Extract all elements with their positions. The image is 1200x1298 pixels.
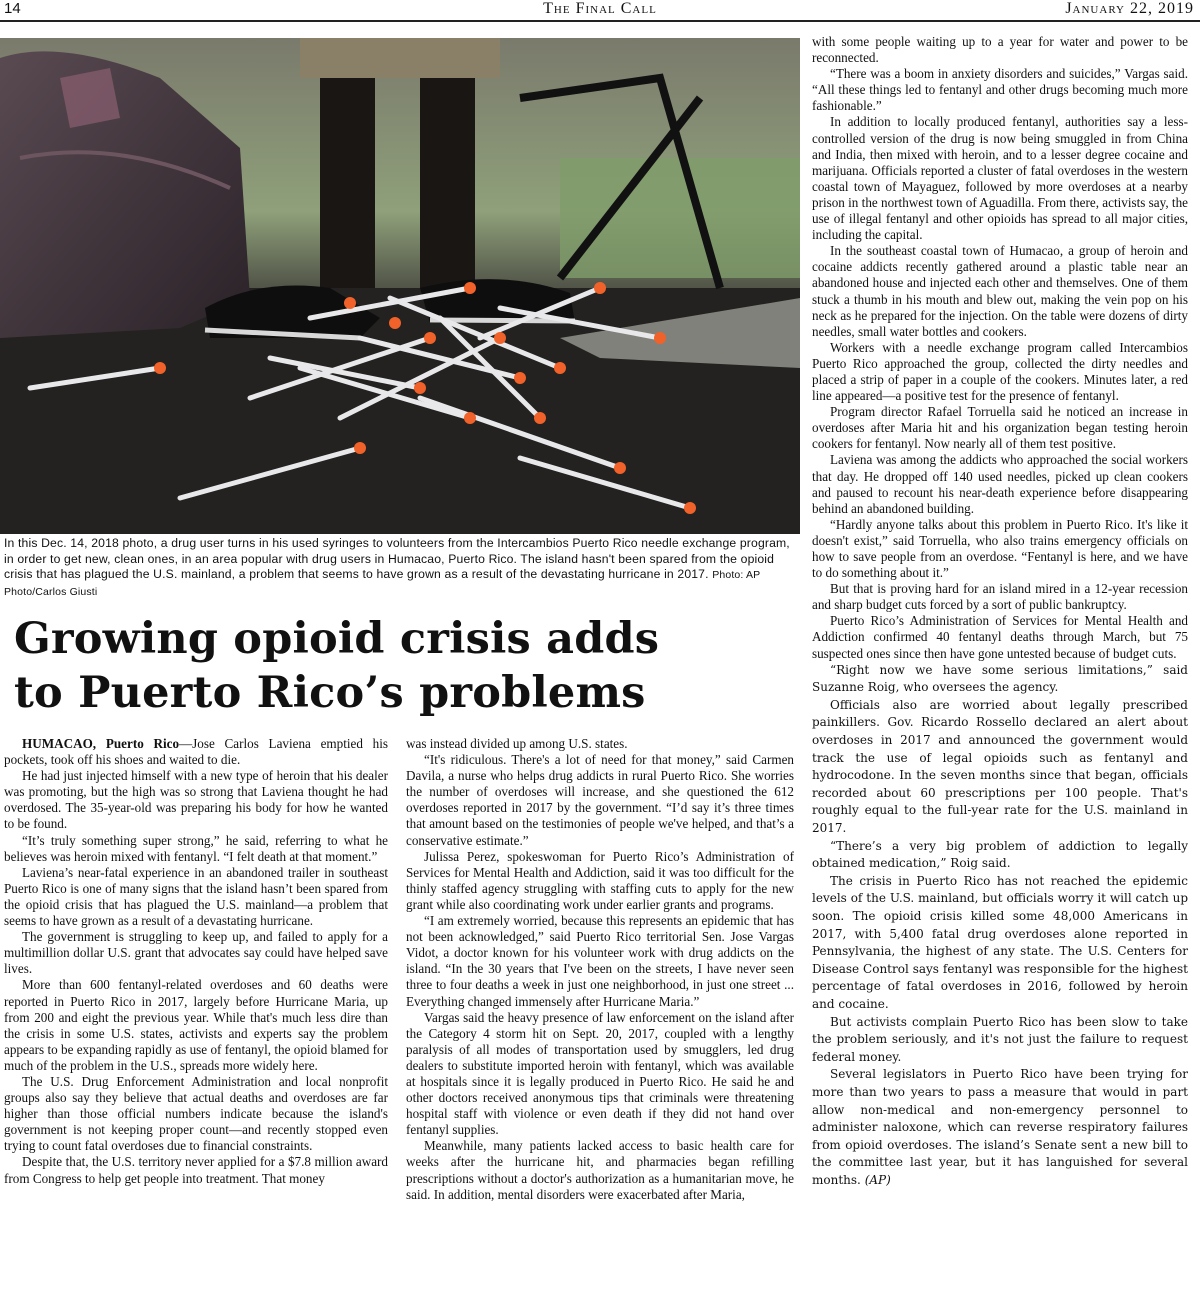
article-paragraph: Laviena was among the addicts who approached the social workers that day. He dropped off 140 used needles, picked up clean cookers and paused to recount his near-death experience before disappearing behind an abandoned building.	[812, 452, 1188, 516]
article-column-3-tail	[812, 662, 1188, 1190]
article-paragraph: “There’s a very big problem of addiction to legally obtained medication,” Roig said.	[812, 838, 1188, 871]
article-column-2	[406, 736, 794, 1203]
article-paragraph: with some people waiting up to a year for water and power to be reconnected.	[812, 34, 1188, 66]
article-paragraph: The crisis in Puerto Rico has not reached the epidemic levels of the U.S. mainland, but officials worry it will catch up soon. The opioid crisis killed some 48,000 Americans in 2017, with 5,400 fatal drug overdoses alone reported in Pennsylvania, the highest of any state. The U.S. Centers for Disease Control says fentanyl was responsible for the highest percentage of fatal overdoses in 2016, followed by heroin and cocaine.	[812, 873, 1188, 1011]
article-paragraph: Vargas said the heavy presence of law enforcement on the island after the Category 4 storm hit on Sept. 20, 2017, coupled with a lengthy paralysis of all modes of transportation used by smugglers, led drug dealers to substitute imported heroin with fentanyl, which was available at hospitals since it is legally produced in Puerto Rico. He said he and other doctors received anonymous tips that criminals were threatening hospital staff with violence or even death if they did not hand over fentanyl supplies.	[406, 1009, 794, 1138]
photo-illustration	[0, 38, 800, 534]
article-column-1	[4, 736, 388, 1187]
article-paragraph: But activists complain Puerto Rico has been slow to take the problem seriously, and it's not just the failure to request federal money.	[812, 1014, 1188, 1064]
article-paragraph: Laviena’s near-fatal experience in an abandoned trailer in southeast Puerto Rico is one of many signs that the island hasn’t been spared from the opioid crisis that has plagued the U.S. mainland—a problem that seems to have grown as a result of a devastating hurricane.	[4, 864, 388, 929]
article-paragraph: “Hardly anyone talks about this problem in Puerto Rico. It's like it doesn't exist,” said Torruella, who also trains emergency officials on how to save people from an overdose. “Fentanyl is here, and we have to do something about it.”	[812, 516, 1188, 581]
article-paragraph: was instead divided up among U.S. states.	[406, 736, 628, 751]
caption-text: In this Dec. 14, 2018 photo, a drug user turns in his used syringes to volunteers from the Intercambios Puerto Rico needle exchange program, in order to get new, clean ones, in an area popular with drug users in Humacao, Puerto Rico. The island hasn't been spared from the opioid crisis that has plagued the U.S. mainland, a problem that seems to have grown as a result of the devastating hurricane in 2017.	[4, 536, 790, 581]
article-column-3	[812, 34, 1188, 1189]
article-paragraph: Program director Rafael Torruella said he noticed an increase in overdoses after Maria hit and his organization began testing heroin cookers for fentanyl. Now nearly all of them test positive.	[812, 404, 1188, 452]
issue-date: January 22, 2019	[1065, 0, 1194, 17]
article-paragraph: Puerto Rico’s Administration of Services for Mental Health and Addiction confirmed 40 fentanyl deaths through March, but 75 suspected ones since then have gone untested because of budget cuts.	[812, 613, 1188, 661]
article-paragraph: Meanwhile, many patients lacked access to basic health care for weeks after the hurricane hit, and pharmacies began refilling prescriptions without a doctor's authorization as a humanitarian move, he said. In addition, mental disorders were exacerbated after Maria,	[406, 1138, 794, 1202]
dateline: HUMACAO, Puerto Rico	[22, 736, 180, 751]
headline	[14, 612, 794, 720]
article-paragraph: “There was a boom in anxiety disorders and suicides,” Vargas said. “All these things led to fentanyl and other drugs becoming much more fashionable.”	[812, 66, 1188, 114]
article-paragraph: HUMACAO, Puerto Rico—Jose Carlos Laviena emptied his pockets, took off his shoes and waited to die.	[4, 736, 388, 768]
article-paragraph: “I am extremely worried, because this represents an epidemic that has not been acknowledged,” said Puerto Rico territorial Sen. Jose Vargas Vidot, a doctor known for his volunteer work with drug addicts on the island. “In the 30 years that I've been on the streets, I have never seen three to four deaths a week in just one neighborhood, in just one street ... Everything changed immensely after Hurricane Maria.”	[406, 913, 794, 1009]
article-paragraph: The U.S. Drug Enforcement Administration and local nonprofit groups also say they believe that actual deaths and overdoses are far higher than those official numbers indicate because the island's government is not keeping proper count—and recently stopped even trying to count fatal overdoses due to financial constraints.	[4, 1073, 388, 1154]
news-photo-syringes	[0, 38, 800, 534]
article-paragraph: But that is proving hard for an island mired in a 12-year recession and sharp budget cuts forced by a sort of public bankruptcy.	[812, 581, 1188, 613]
photo-credit: Photo: AP Photo/Carlos Giusti	[4, 569, 761, 598]
signoff: (AP)	[864, 1172, 891, 1187]
article-paragraph: In addition to locally produced fentanyl, authorities say a less-controlled version of the drug is now being smuggled in from China and India, then mixed with heroin, and to a lesser degree cocaine and marijuana. Officials reported a cluster of fatal overdoses in the western coastal town of Mayaguez, followed by more overdoses at a nearby prison in the northwest town of Aguadilla. From there, activists say, the use of illegal fentanyl and other opioids has spread to all major cities, including the capital.	[812, 114, 1188, 243]
article-paragraph: The government is struggling to keep up, and failed to apply for a multimillion dollar U.S. grant that advocates say could have helped save lives.	[4, 929, 388, 977]
article-paragraph: “It's ridiculous. There's a lot of need for that money,” said Carmen Davila, a nurse who helps drug addicts in rural Puerto Rico. She worries the number of overdoses will increase, and she questioned the 612 overdoses reported in 2017 by the government. “I’d say it’s three times that amount based on the testimonies of people we've helped, and that’s a conservative estimate.”	[406, 752, 794, 848]
article-paragraph: “Right now we have some serious limitations,” said Suzanne Roig, who oversees the agency.	[812, 662, 1188, 695]
article-paragraph: Workers with a needle exchange program called Intercambios Puerto Rico approached the group, collected the dirty needles and placed a strip of paper in a couple of the cookers. Minutes later, a red line appeared—a positive test for the presence of fentanyl.	[812, 339, 1188, 404]
publication-name: The Final Call	[543, 0, 657, 17]
article-paragraph: Several legislators in Puerto Rico have been trying for more than two years to pass a measure that would in part allow non-medical and non-emergency personnel to administer naloxone, which can reverse respiratory failures from opioid overdoses. The island’s Senate sent a new bill to the committee last year, but it has languished for several months. (AP)	[812, 1067, 1188, 1187]
headline-line-1: Growing opioid crisis adds	[14, 614, 660, 664]
masthead	[0, 0, 1200, 22]
article-paragraph: “It’s truly something super strong,” he said, referring to what he believes was heroin mixed with fentanyl. “I felt death at that moment.”	[4, 832, 388, 864]
photo-caption	[4, 536, 794, 600]
article-paragraph: In the southeast coastal town of Humacao, a group of heroin and cocaine addicts recently gathered around a plastic table near an abandoned house and injected each other and themselves. One of them stuck a thumb in his mouth and blew out, making the vein pop on his neck as he prepared for the injection. On the table were dozens of dirty needles, small water bottles and cookers.	[812, 243, 1188, 339]
article-paragraph: He had just injected himself with a new type of heroin that his dealer was promoting, but the high was so strong that Laviena thought he had overdosed. The 35-year-old was preparing his body for how he wanted to be found.	[4, 768, 388, 832]
article-paragraph: Despite that, the U.S. territory never applied for a $7.8 million award from Congress to help get people into treatment. That money	[4, 1154, 388, 1186]
article-paragraph: More than 600 fentanyl-related overdoses and 60 deaths were reported in Puerto Rico in 2017, largely before Hurricane Maria, up from 200 and eight the previous year. While that's much less dire than the crisis in some U.S. states, activists and experts say the problem appears to be expanding rapidly as use of fentanyl, the opioid blamed for much of the problem in the U.S., spreads more widely here.	[4, 977, 388, 1073]
page-number: 14	[4, 0, 21, 17]
headline-line-2: to Puerto Rico’s problems	[14, 668, 646, 718]
article-paragraph: Julissa Perez, spokeswoman for Puerto Rico’s Administration of Services for Mental Health and Addiction, said it was too difficult for the thinly staffed agency struggling with staffing cuts to apply for the new grant while also coordinating work under earlier grants and programs.	[406, 848, 794, 912]
article-paragraph: Officials also are worried about legally prescribed painkillers. Gov. Ricardo Rossello declared an alert about overdoses in 2017 and announced the government would track the use of legal opioids such as fentanyl and hydrocodone. In the seven months since that began, officials recorded about 60 prescriptions per 100 people. That's roughly equal to the full-year rate for the U.S. mainland in 2017.	[812, 697, 1188, 835]
